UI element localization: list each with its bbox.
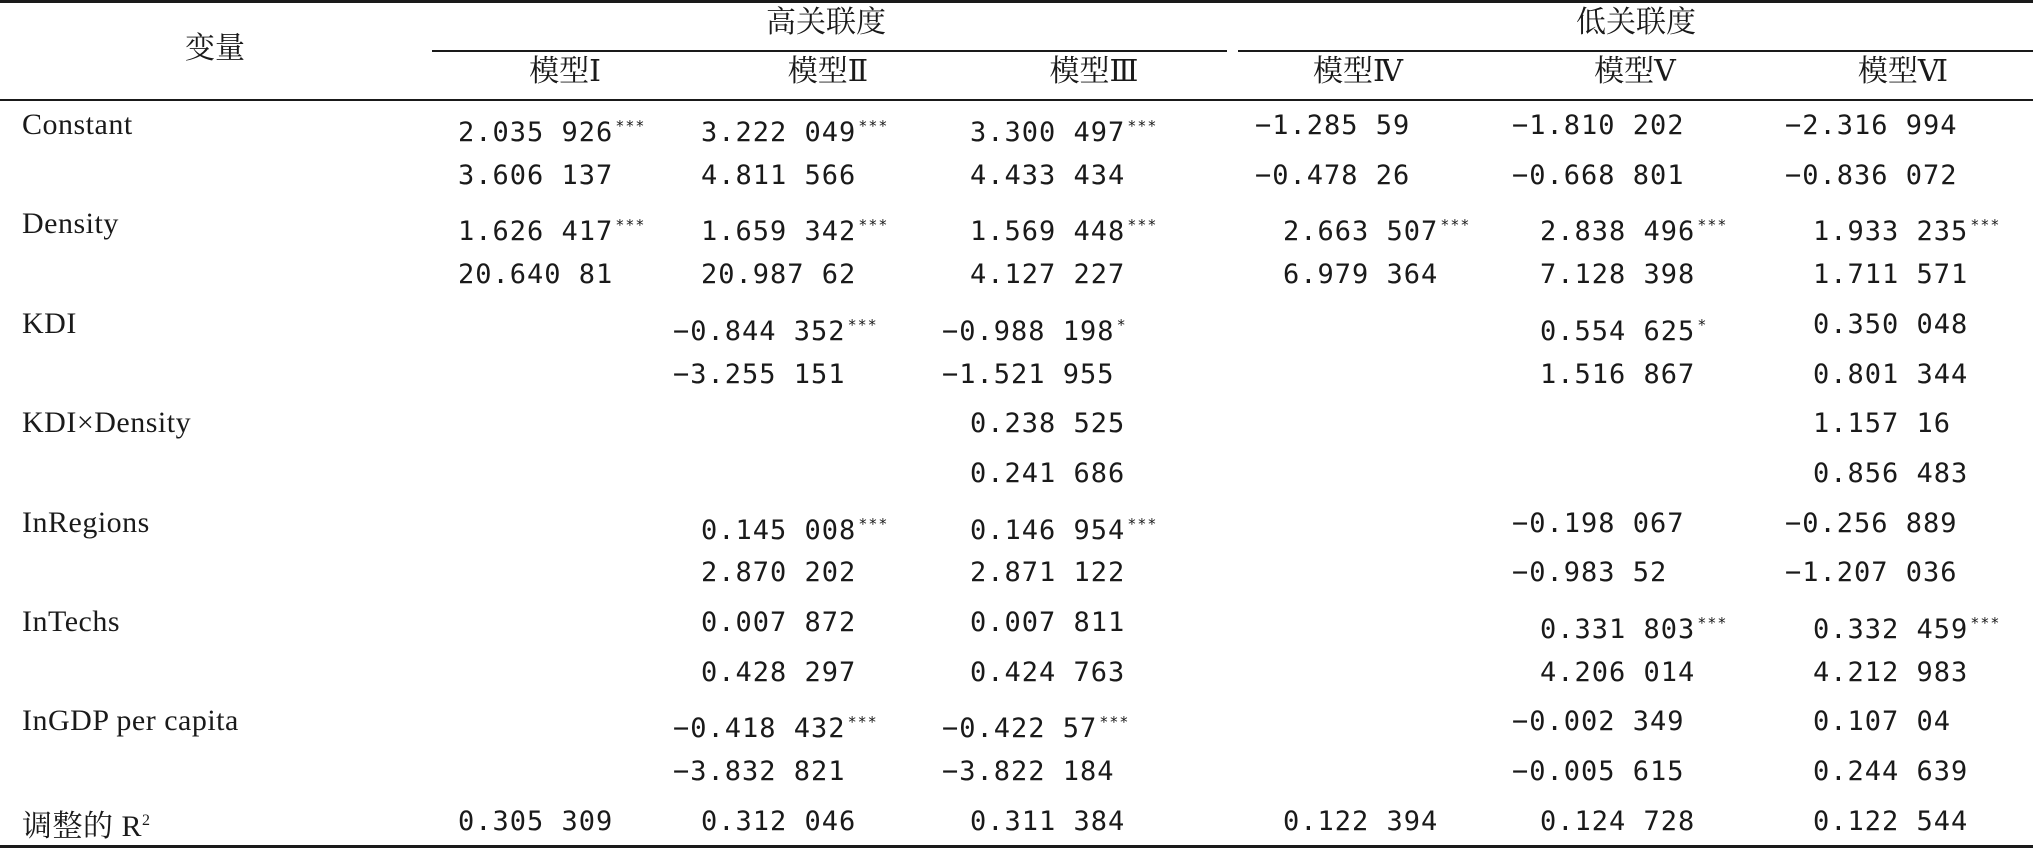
coefficient-value: 0.238 525 <box>970 408 1126 440</box>
coefficient-value: −0.002 349 <box>1512 706 1685 738</box>
table-cell <box>970 407 1125 441</box>
table-cell <box>942 308 1127 349</box>
table-cell <box>701 656 856 690</box>
group-header-high: 高关联度 <box>766 5 886 40</box>
table-cell <box>970 159 1125 193</box>
coefficient-value: −0.422 57 <box>942 713 1098 745</box>
coefficient-value: 0.350 048 <box>1813 308 1969 340</box>
significance-stars: * <box>1697 315 1708 334</box>
table-cell <box>970 656 1125 690</box>
model-header-1: 模型Ⅰ <box>529 54 601 89</box>
significance-stars: *** <box>847 713 878 732</box>
coefficient-value: −0.844 352 <box>673 315 846 347</box>
coefficient-value: 3.606 137 <box>458 159 614 191</box>
table-cell <box>1540 606 1727 647</box>
row-label-text: KDI <box>22 306 77 340</box>
coefficient-value: 0.145 008 <box>701 514 857 546</box>
significance-stars: * <box>1116 315 1127 334</box>
significance-stars: *** <box>1970 216 2001 235</box>
row-label <box>22 804 151 844</box>
coefficient-value: 0.428 297 <box>701 656 857 688</box>
table-cell <box>970 606 1125 640</box>
table-cell <box>1813 457 1968 491</box>
significance-stars: *** <box>1697 614 1728 632</box>
row-label-text: InGDP per capita <box>22 704 239 738</box>
table-cell <box>970 556 1125 590</box>
significance-stars: *** <box>1970 614 2001 632</box>
coefficient-value: −1.207 036 <box>1785 557 1958 589</box>
table-cell <box>673 358 846 392</box>
coefficient-value: 0.122 394 <box>1283 805 1439 837</box>
table-cell <box>1512 109 1685 143</box>
table-cell <box>1813 407 1951 441</box>
coefficient-value: 2.870 202 <box>701 557 857 589</box>
coefficient-value: 1.157 16 <box>1813 408 1952 440</box>
coefficient-value: 0.305 309 <box>458 805 614 837</box>
model-header-4: 模型Ⅳ <box>1313 54 1403 89</box>
table-cell <box>1540 358 1695 392</box>
coefficient-value: 2.663 507 <box>1283 216 1439 248</box>
coefficient-value: 1.933 235 <box>1813 216 1969 248</box>
significance-stars: *** <box>858 216 889 235</box>
table-cell <box>970 109 1157 150</box>
significance-stars: *** <box>615 117 646 135</box>
row-label-text: InTechs <box>22 605 121 638</box>
table-cell <box>673 705 878 746</box>
table-cell <box>1255 159 1410 193</box>
table-cell <box>701 109 888 150</box>
table-cell <box>942 358 1115 392</box>
model-header-6: 模型Ⅵ <box>1857 54 1949 89</box>
table-cell <box>701 208 888 249</box>
row-label-text: Constant <box>22 108 133 141</box>
significance-stars: *** <box>1127 514 1158 533</box>
table-cell <box>1540 258 1695 292</box>
table-cell <box>673 308 878 349</box>
table-cell <box>970 208 1157 249</box>
table-cell <box>458 805 613 839</box>
model-header-5: 模型Ⅴ <box>1594 54 1676 89</box>
table-cell <box>1283 258 1438 292</box>
table-cell <box>970 507 1157 548</box>
table-cell <box>1785 556 1958 590</box>
row-label <box>22 207 119 241</box>
coefficient-value: 0.331 803 <box>1540 614 1696 645</box>
coefficient-value: −1.810 202 <box>1512 110 1685 141</box>
significance-stars: *** <box>1440 216 1471 235</box>
row-label-text: Density <box>22 207 119 241</box>
coefficient-value: 0.244 639 <box>1813 756 1969 788</box>
table-cell <box>970 805 1125 839</box>
table-cell <box>1813 358 1968 392</box>
table-cell <box>1512 507 1685 541</box>
coefficient-value: 4.433 434 <box>970 159 1126 191</box>
coefficient-value: 2.035 926 <box>458 117 614 148</box>
coefficient-value: 4.127 227 <box>970 259 1126 291</box>
table-cell <box>1512 159 1685 193</box>
significance-stars: *** <box>615 216 646 235</box>
group-header-low: 低关联度 <box>1576 5 1696 40</box>
coefficient-value: 0.332 459 <box>1813 614 1969 645</box>
table-cell <box>942 755 1115 789</box>
coefficient-value: 0.424 763 <box>970 656 1126 688</box>
table-cell <box>673 755 846 789</box>
coefficient-value: 0.312 046 <box>701 805 857 837</box>
table-cell <box>1540 208 1727 249</box>
coefficient-value: 3.222 049 <box>701 117 857 148</box>
coefficient-value: 0.146 954 <box>970 514 1126 546</box>
group-rule-low <box>1238 50 2033 52</box>
bottom-rule <box>0 845 2033 848</box>
table-cell <box>1540 656 1695 690</box>
coefficient-value: 0.124 728 <box>1540 805 1696 837</box>
coefficient-value: −3.255 151 <box>673 358 846 390</box>
table-cell <box>1785 507 1958 541</box>
table-cell <box>1813 705 1951 739</box>
coefficient-value: 7.128 398 <box>1540 259 1696 291</box>
table-cell <box>1283 805 1438 839</box>
table-cell <box>942 705 1129 746</box>
table-cell <box>970 258 1125 292</box>
table-cell <box>1813 755 1968 789</box>
table-cell <box>1540 805 1695 839</box>
coefficient-value: −0.198 067 <box>1512 507 1685 539</box>
significance-stars: *** <box>1127 117 1158 135</box>
table-cell <box>1813 258 1968 292</box>
table-cell <box>1283 208 1470 249</box>
coefficient-value: −0.988 198 <box>942 315 1115 347</box>
coefficient-value: 4.206 014 <box>1540 656 1696 688</box>
coefficient-value: 1.569 448 <box>970 216 1126 248</box>
coefficient-value: 1.659 342 <box>701 216 857 248</box>
coefficient-value: 2.871 122 <box>970 557 1126 589</box>
row-label <box>22 108 133 142</box>
model-header-3: 模型Ⅲ <box>1049 54 1139 89</box>
coefficient-value: −0.668 801 <box>1512 159 1685 191</box>
coefficient-value: 4.212 983 <box>1813 656 1969 688</box>
table-cell <box>701 507 888 548</box>
coefficient-value: 1.626 417 <box>458 216 614 248</box>
row-label-text: InRegions <box>22 505 150 539</box>
significance-stars: *** <box>847 315 878 334</box>
table-cell <box>701 159 856 193</box>
table-cell <box>1813 208 2000 249</box>
coefficient-value: 6.979 364 <box>1283 259 1439 291</box>
coefficient-value: 3.300 497 <box>970 117 1126 148</box>
coefficient-value: 2.838 496 <box>1540 216 1696 248</box>
variable-header: 变量 <box>185 31 245 66</box>
header-rule <box>0 99 2033 101</box>
table-cell <box>701 258 856 292</box>
coefficient-value: −0.836 072 <box>1785 159 1958 191</box>
coefficient-value: −3.832 821 <box>673 756 846 788</box>
coefficient-value: 20.640 81 <box>458 259 614 291</box>
significance-stars: *** <box>1127 216 1158 235</box>
table-cell <box>970 457 1125 491</box>
table-cell <box>701 606 856 640</box>
table-cell <box>458 208 645 249</box>
coefficient-value: 0.554 625 <box>1540 315 1696 347</box>
coefficient-value: 0.007 872 <box>701 607 857 638</box>
coefficient-value: −0.005 615 <box>1512 756 1685 788</box>
coefficient-value: −0.478 26 <box>1255 159 1411 191</box>
row-label-text: KDI×Density <box>22 406 192 440</box>
model-header-2: 模型Ⅱ <box>787 54 869 89</box>
row-label <box>22 406 191 440</box>
significance-stars: *** <box>858 514 889 533</box>
group-rule-high <box>432 50 1227 52</box>
row-label-superscript: 2 <box>142 811 151 829</box>
table-cell <box>1785 109 1958 143</box>
coefficient-value: 1.516 867 <box>1540 358 1696 390</box>
top-rule <box>0 0 2033 3</box>
table-cell <box>1813 656 1968 690</box>
coefficient-value: −2.316 994 <box>1785 110 1958 141</box>
table-cell <box>701 805 856 839</box>
significance-stars: *** <box>1099 713 1130 732</box>
row-label <box>22 307 77 341</box>
coefficient-value: 0.241 686 <box>970 457 1126 489</box>
coefficient-value: 0.311 384 <box>970 805 1126 837</box>
coefficient-value: 0.801 344 <box>1813 358 1969 390</box>
coefficient-value: 0.856 483 <box>1813 457 1969 489</box>
coefficient-value: −0.983 52 <box>1512 557 1668 589</box>
table-cell <box>1785 159 1958 193</box>
coefficient-value: −3.822 184 <box>942 756 1115 788</box>
table-cell <box>1813 805 1968 839</box>
table-cell <box>1512 755 1685 789</box>
coefficient-value: 1.711 571 <box>1813 259 1969 291</box>
significance-stars: *** <box>1697 216 1728 235</box>
coefficient-value: 0.007 811 <box>970 607 1126 638</box>
coefficient-value: −1.521 955 <box>942 358 1115 390</box>
table-cell <box>1813 606 2000 647</box>
table-cell <box>1813 308 1968 342</box>
table-cell <box>1512 705 1685 739</box>
coefficient-value: 0.107 04 <box>1813 706 1952 738</box>
coefficient-value: −0.418 432 <box>673 713 846 745</box>
table-cell <box>458 159 613 193</box>
coefficient-value: −1.285 59 <box>1255 110 1411 141</box>
coefficient-value: 20.987 62 <box>701 259 857 291</box>
table-cell <box>1512 556 1667 590</box>
table-cell <box>1255 109 1410 143</box>
table-cell <box>458 258 613 292</box>
coefficient-value: −0.256 889 <box>1785 507 1958 539</box>
table-cell <box>701 556 856 590</box>
table-cell <box>1540 308 1707 349</box>
coefficient-value: 0.122 544 <box>1813 805 1969 837</box>
coefficient-value: 4.811 566 <box>701 159 857 191</box>
table-cell <box>458 109 645 150</box>
row-label <box>22 704 239 738</box>
row-label <box>22 506 150 540</box>
row-label <box>22 605 120 639</box>
significance-stars: *** <box>858 117 889 135</box>
row-label-text: 调整的 R <box>22 809 143 843</box>
